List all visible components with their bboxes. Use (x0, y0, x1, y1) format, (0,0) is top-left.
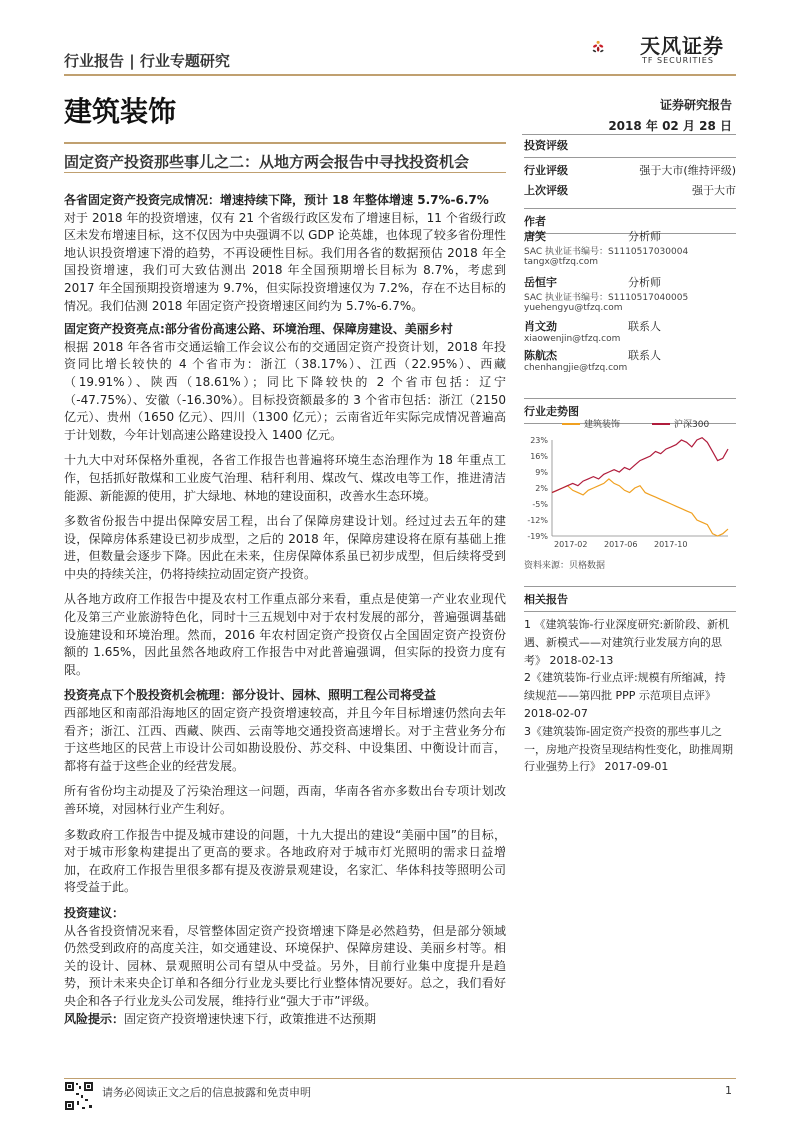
author-email[interactable]: chenhangjie@tfzq.com (524, 363, 628, 373)
author-card (524, 318, 736, 344)
divider (524, 157, 736, 158)
section-heading: 投资建议： (64, 905, 125, 920)
chart-source: 资料来源：贝格数据 (524, 561, 606, 571)
related-item[interactable]: 1 《建筑装饰-行业深度研究:新阶段、新机遇、新模式——对建筑行业发展方向的思考》 2018-02-13 (524, 618, 730, 667)
paragraph: 对于 2018 年的投资增速，仅有 21 个省级行政区发布了增速目标，11 个省级行政区未发布增速目标，这不仅因为中央强调不以 GDP 论英雄，也体现了较多省份理性地认识投资增速下滑的趋势，不再设硬性目标。我们用各省的数据预估 2018 年全国投资增速，我们可大致估测出 2018 年全国预期增长目标为 8.7%，考虑到 2017 年全国预期投资增速为 9.7%，但实际投资增速仅为 7.2%，存在不达目标的情况。我们估测 2018 年固定资产投资增速区间约为 5.7%-6.7%。 (64, 210, 506, 313)
related-list (524, 616, 736, 776)
related-item[interactable]: 2《建筑装饰-行业点评:规模有所缩减，持续规范——第四批 PPP 示范项目点评》 2018-02-07 (524, 671, 726, 720)
brand-name-en: TF SECURITIES (642, 56, 714, 65)
prev-rating-row (524, 182, 736, 198)
y-tick-label: -19% (527, 532, 548, 541)
industry-title: 建筑装饰 (64, 95, 177, 128)
paragraph: 十九大中对环保格外重视，各省工作报告也普遍将环境生态治理作为 18 年重点工作，包括抓好散煤和工业废气治理、秸秆利用、煤改气、煤改电等工作，推进清洁能源、新能源的使用，扩大绿地、林地的建设面积，改善水生态环境。 (64, 453, 506, 503)
paragraph: 从各省投资情况来看，尽管整体固定资产投资增速下降是必然趋势，但是部分领域仍然受到政府的高度关注，如交通建设、环境保护、保障房建设、美丽乡村等。相关的设计、园林、景观照明公司有望从中受益。另外，目前行业集中度提升是趋势，预计未来央企订单和各细分行业龙头要比行业整体情况要好。总之，我们看好央企和各子行业龙头公司发展，维持行业“强大于市”评级。 (64, 923, 506, 1008)
y-tick-label: 9% (535, 468, 548, 477)
authors-title: 作者 (524, 215, 546, 228)
disclaimer[interactable]: 请务必阅读正文之后的信息披露和免责申明 (102, 1086, 311, 1099)
author-email[interactable]: xiaowenjin@tfzq.com (524, 334, 621, 344)
prev-rating-value: 强于大市 (692, 184, 736, 197)
divider (524, 208, 736, 209)
rating-title: 投资评级 (524, 139, 568, 152)
y-tick-label: -12% (527, 516, 548, 525)
report-date: 2018 年 02 月 28 日 (608, 119, 732, 133)
y-tick-label: 23% (530, 436, 548, 445)
risk-label: 风险提示： (64, 1011, 125, 1026)
rating-label: 行业评级 (524, 164, 568, 177)
paragraph: 从各地方政府工作报告中提及农村工作重点部分来看，重点是使第一产业农业现代化及第三产业旅游特色化，同时十三五规划中对于农村发展的部分，普遍强调基础设施建设和环境治理。然而，2016 年农村固定资产投资仅占全国固定资产投资份额的 1.65%，因此虽然各地政府工作报告中对此普遍强调，但实际的投资力度有限。 (64, 592, 506, 677)
page-number: 1 (725, 1084, 732, 1097)
chart-title: 行业走势图 (524, 405, 579, 418)
y-tick-label: 16% (530, 452, 548, 461)
author-name: 肖文劲 (524, 320, 557, 333)
section-heading: 各省固定资产投资完成情况：增速持续下降，预计 18 年整体增速 5.7%-6.7% (64, 193, 489, 207)
rating-value: 强于大市(维持评级) (639, 164, 736, 177)
title-top-rule (64, 142, 506, 144)
paragraph: 西部地区和南部沿海地区的固定资产投资增速较高，并且今年目标增速仍然向去年看齐；浙江、江西、西藏、陕西、云南等地交通投资高速增长。对于主营业务分布于这些地区的民营上市设计公司如勘设股份、苏交科、中设集团、中衡设计而言，都将有益于这些企业的经营发展。 (64, 706, 506, 773)
author-name: 唐笑 (524, 230, 546, 243)
footer-divider (64, 1078, 736, 1079)
divider (524, 611, 736, 612)
legend-label: 沪深300 (674, 420, 710, 430)
author-role: 分析师 (628, 230, 661, 243)
divider (524, 398, 736, 399)
section-heading: 固定资产投资亮点:部分省份高速公路、环境治理、保障房建设、美丽乡村 (64, 322, 453, 337)
series-line (552, 479, 728, 536)
report-title: 固定资产投资那些事儿之二：从地方两会报告中寻找投资机会 (64, 153, 470, 171)
author-email[interactable]: tangx@tfzq.com (524, 257, 599, 267)
right-divider (522, 134, 736, 135)
rating-row (524, 162, 736, 178)
x-tick-label: 2017-06 (604, 540, 638, 549)
series-line (552, 438, 728, 493)
y-tick-label: 2% (535, 484, 548, 493)
paragraph: 多数政府工作报告中提及城市建设的问题，十九大提出的建设“美丽中国”的目标，对于城市形象构建提出了更高的要求。各地政府对于城市灯光照明的需求日益增加，在政府工作报告里很多都有提及夜游景观建设，名家汇、华体科技等照明公司将受益于此。 (64, 827, 506, 895)
paragraph: 所有省份均主动提及了污染治理这一问题，西南，华南各省亦多数出台专项计划改善环境，对园林行业产生利好。 (64, 784, 506, 816)
title-bottom-rule (64, 172, 506, 173)
author-email[interactable]: yuehengyu@tfzq.com (524, 303, 623, 313)
qr-code-icon (64, 1081, 94, 1111)
section-heading: 投资亮点下个股投资机会梳理：部分设计、园林、照明工程公司将受益 (64, 688, 437, 703)
author-cert: SAC 执业证书编号：S1110517040005 (524, 293, 689, 303)
legend-label: 建筑装饰 (584, 420, 621, 430)
brand-name: 天风证券 (640, 34, 724, 58)
related-item[interactable]: 3《建筑装饰-固定资产投资的那些事儿之一，房地产投资呈现结构性变化，助推周期行业强势上行》 2017-09-01 (524, 724, 733, 774)
author-card (524, 347, 736, 373)
author-card (524, 228, 736, 267)
related-title: 相关报告 (524, 593, 568, 606)
body-column (64, 192, 506, 1028)
trend-chart (522, 416, 736, 550)
author-card (524, 274, 736, 313)
related-section (524, 582, 736, 776)
prev-rating-label: 上次评级 (524, 184, 568, 197)
tf-logo-icon (592, 22, 638, 72)
paragraph: 多数省份报告中提出保障安居工程，出台了保障房建设计划。经过过去五年的建设，保障房体系建设已初步成型，之后的 2018 年，保障房建设将在原有基础上推进，但数量会逐步下降。因此在未来，住房保障体系虽已初步成型，但后续将受到中央的持续关注，仍将持续拉动固定资产投资。 (64, 514, 506, 581)
report-label: 证券研究报告 (659, 98, 732, 112)
risk-text: 固定资产投资增速快速下行，政策推进不达预期 (124, 1011, 377, 1026)
y-tick-label: -5% (532, 500, 548, 509)
author-role: 联系人 (628, 320, 661, 333)
author-role: 分析师 (628, 276, 661, 289)
x-tick-label: 2017-10 (654, 540, 688, 549)
author-cert: SAC 执业证书编号：S1110517030004 (524, 247, 689, 257)
sidebar (524, 137, 736, 198)
header-divider (64, 74, 736, 76)
x-tick-label: 2017-02 (554, 540, 588, 549)
author-role: 联系人 (628, 349, 661, 362)
author-name: 岳恒宇 (524, 276, 557, 289)
report-type: 行业报告 | 行业专题研究 (64, 52, 230, 70)
paragraph: 根据 2018 年各省市交通运输工作会议公布的交通固定资产投资计划，2018 年投资同比增长较快的 4 个省市为：浙江（38.17%）、江西（22.95%）、西藏（19.91%）、陕西（18.61%）；同比下降较快的 2 个省市包括：辽宁（-47.75%）、安徽（-16.30%）。目标投资额最多的 3 个省市包括：浙江（2150 亿元）、贵州（1650 亿元）、四川（1300 亿元）；云南省近年实际完成情况普遍高于计划数，今年计划高速公路建设投入 1400 亿元。 (64, 339, 506, 442)
author-name: 陈航杰 (524, 349, 557, 362)
divider (524, 586, 736, 587)
